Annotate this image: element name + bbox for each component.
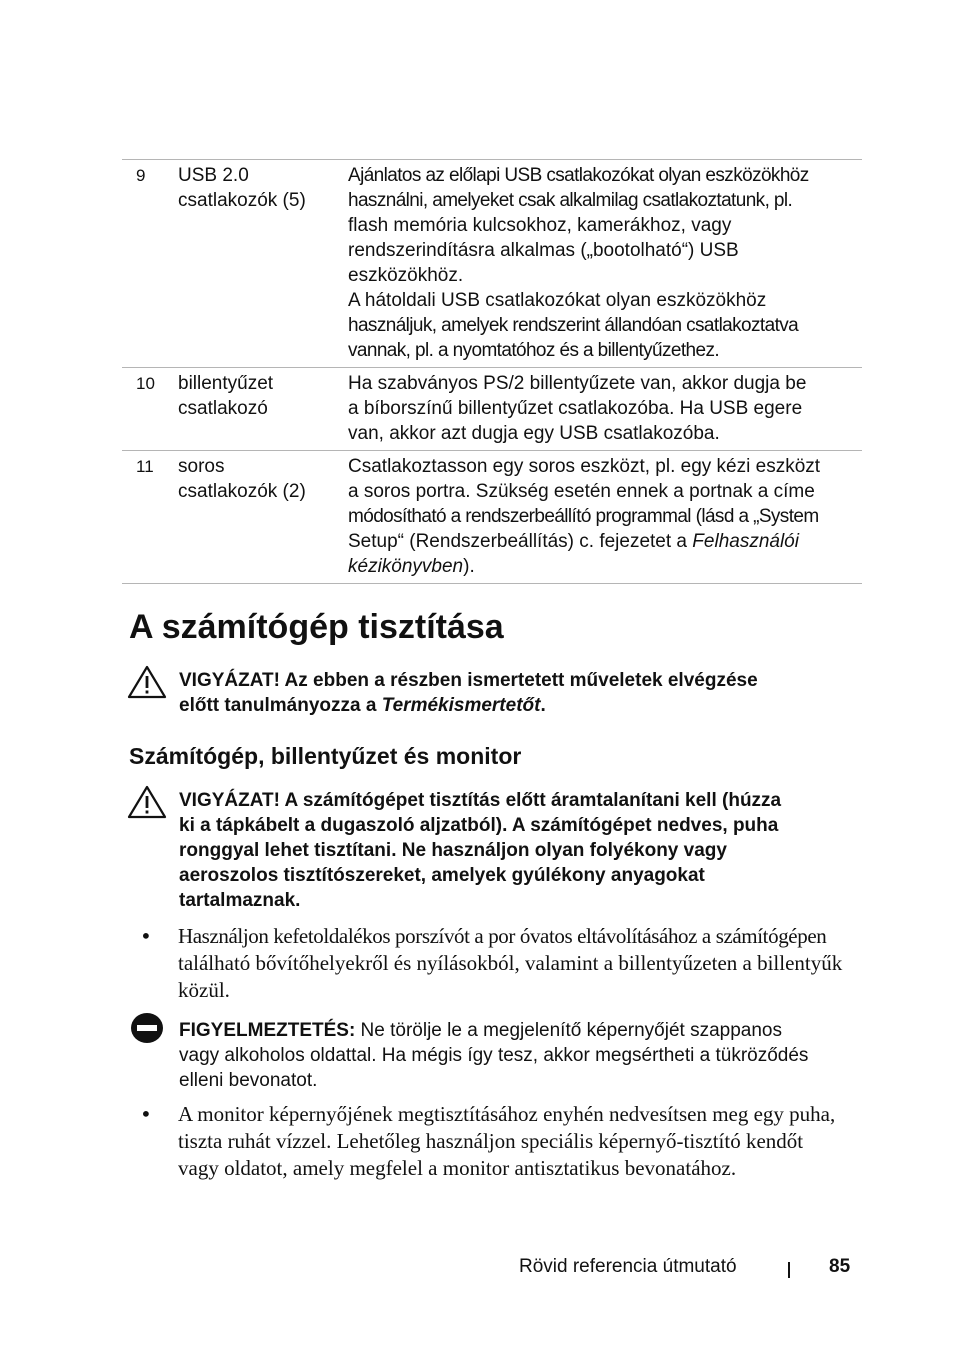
page-title: A számítógép tisztítása: [129, 608, 504, 646]
connector-name: billentyűzet csatlakozó: [178, 373, 274, 419]
page-number: 85: [829, 1256, 851, 1277]
table-row: [122, 159, 862, 367]
row-number: 11: [136, 457, 154, 476]
connector-table: [122, 159, 862, 584]
bullet-icon: •: [140, 1102, 152, 1126]
connector-description: Ajánlatos az előlapi USB csatlakozókat olyan eszközökhöz használni, amelyeket csak alkalmilag csatlakoztatunk, pl. flash memória kulcsokhoz, kamerákhoz, vagy rendszerindításra alkalmas („bootolható“) USB eszközökhöz. A hátoldali USB csatlakozókat olyan eszközökhöz használjuk, amelyek rendszerint állandóan csatlakoztatva vannak, pl. a nyomtatóhoz és a billentyűzethez.: [348, 165, 809, 361]
connector-name: soros csatlakozók (2): [178, 456, 306, 502]
warning-triangle-icon: [127, 785, 167, 819]
connector-name: USB 2.0 csatlakozók (5): [178, 165, 306, 211]
row-number: 10: [136, 374, 155, 393]
list-item: Használjon kefetoldalékos porszívót a por óvatos eltávolításához a számítógépen található bővítőhelyekről és nyílásokból, valamint a billentyűzeten a billentyűk közül.: [178, 924, 843, 1002]
footer-title: Rövid referencia útmutató: [519, 1256, 737, 1277]
table-row: [122, 450, 862, 584]
caution-note: VIGYÁZAT! A számítógépet tisztítás előtt áramtalanítani kell (húzza ki a tápkábelt a dugaszoló aljzatból). A számítógépet nedves, puha ronggyal lehet tisztítani. Ne használjon olyan folyékony vagy aeroszolos tisztítószereket, amelyek gyúlékony anyagokat tartalmaznak.: [179, 790, 782, 911]
list-item: A monitor képernyőjének megtisztításához enyhén nedvesítsen meg egy puha, tiszta ruhát vízzel. Lehetőleg használjon speciális képernyő-tisztító kendőt vagy oldatot, amely megfelel a monitor antisztatikus bevonatához.: [178, 1102, 836, 1180]
footer-divider: [788, 1262, 790, 1278]
section-heading: Számítógép, billentyűzet és monitor: [129, 743, 522, 769]
warning-triangle-icon: [127, 665, 167, 699]
notice-note: FIGYELMEZTETÉS: Ne törölje le a megjelenítő képernyőjét szappanos vagy alkoholos oldattal. Ha mégis így tesz, akkor megsértheti a tükröződés elleni bevonatot.: [179, 1020, 809, 1091]
notice-icon: [130, 1012, 164, 1044]
caution-note: VIGYÁZAT! Az ebben a részben ismertetett műveletek elvégzése előtt tanulmányozza a Termékismertetőt.: [179, 670, 758, 716]
connector-description: Ha szabványos PS/2 billentyűzete van, akkor dugja be a bíborszínű billentyűzet csatlakozóba. Ha USB egere van, akkor azt dugja egy USB csatlakozóba.: [348, 373, 807, 444]
table-row: [122, 367, 862, 450]
connector-description: Csatlakoztasson egy soros eszközt, pl. egy kézi eszközt a soros portra. Szükség esetén ennek a portnak a címe módosítható a rendszerbeállító programmal (lásd a „System Setup“ (Rendszerbeállítás) c. fejezetet a Felhasználói kézikönyvben).: [348, 456, 821, 577]
bullet-icon: •: [140, 924, 152, 948]
row-number: 9: [136, 166, 146, 185]
